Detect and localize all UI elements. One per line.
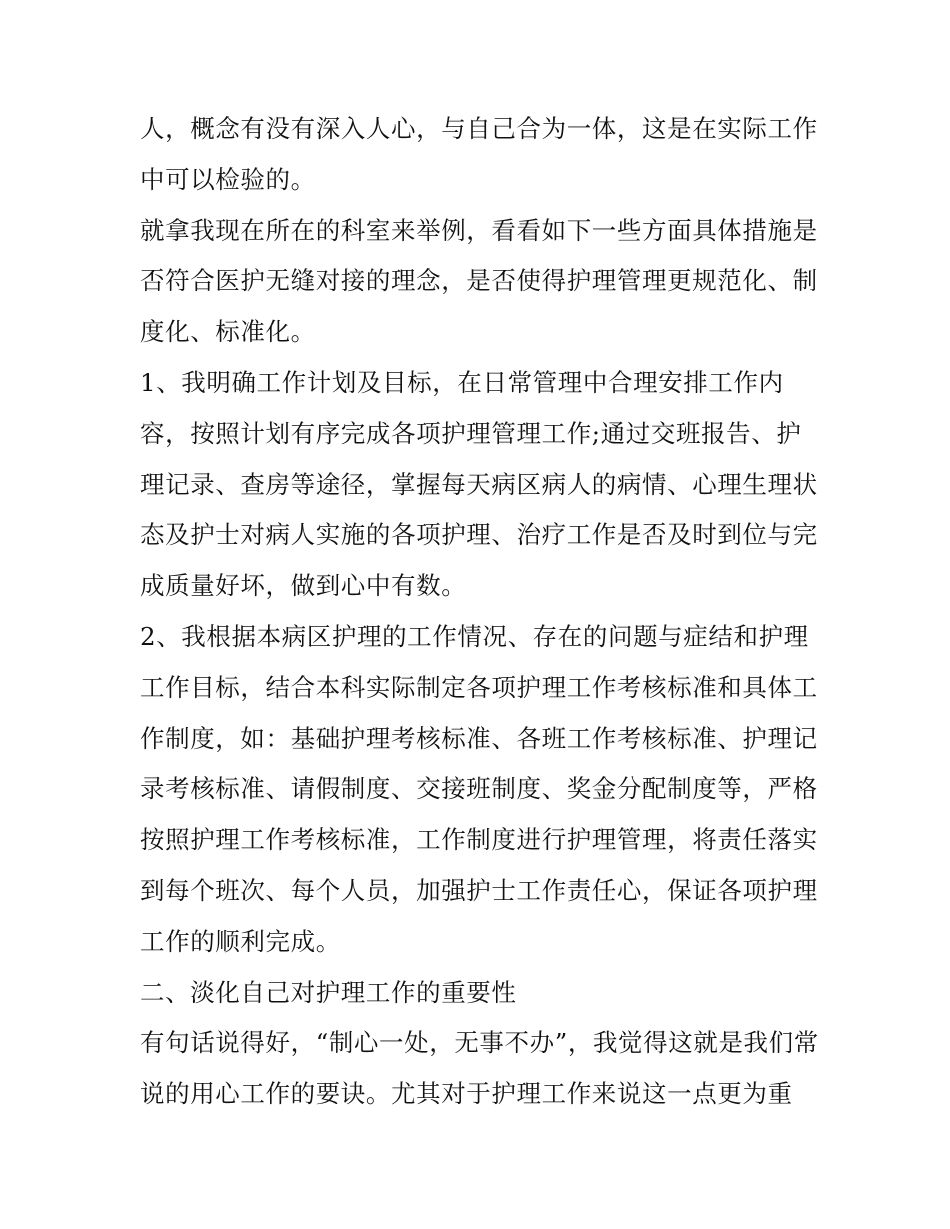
- document-body: [140, 104, 819, 1120]
- section-heading: 二、淡化自己对护理工作的重要性: [140, 977, 517, 1007]
- text-line: 人，概念有没有深入人心，与自己合为一体，这是在实际工作: [140, 114, 818, 143]
- text-line: 就拿我现在所在的科室来举例，看看如下一些方面具体措施是: [140, 215, 818, 245]
- text-line: 否符合医护无缝对接的理念，是否使得护理管理更规范化、制: [140, 266, 818, 296]
- text-line: 2、我根据本病区护理的工作情况、存在的问题与症结和护理: [140, 621, 809, 651]
- text-line: 成质量好坏，做到心中有数。: [140, 571, 467, 601]
- text-line: 工作的顺利完成。: [140, 926, 341, 956]
- text-line: 工作目标，结合本科实际制定各项护理工作考核标准和具体工: [140, 672, 818, 702]
- text-line: 度化、标准化。: [140, 317, 316, 347]
- text-line: 录考核标准、请假制度、交接班制度、奖金分配制度等，严格: [140, 774, 818, 804]
- text-line: 理记录、查房等途径，掌握每天病区病人的病情、心理生理状: [140, 469, 818, 499]
- text-line: 说的用心工作的要诀。尤其对于护理工作来说这一点更为重: [140, 1079, 793, 1109]
- text-line: 到每个班次、每个人员，加强护士工作责任心，保证各项护理: [140, 875, 818, 905]
- text-line: 有句话说得好，“制心一处，无事不办”，我觉得这就是我们常: [140, 1028, 819, 1058]
- text-line: 作制度，如：基础护理考核标准、各班工作考核标准、护理记: [140, 723, 818, 753]
- text-line: 态及护士对病人实施的各项护理、治疗工作是否及时到位与完: [140, 520, 818, 550]
- text-line: 1、我明确工作计划及目标，在日常管理中合理安排工作内: [140, 367, 784, 397]
- text-line: 容，按照计划有序完成各项护理管理工作;通过交班报告、护: [140, 418, 802, 448]
- text-line: 按照护理工作考核标准，工作制度进行护理管理，将责任落实: [140, 825, 818, 855]
- text-line: 中可以检验的。: [140, 164, 316, 194]
